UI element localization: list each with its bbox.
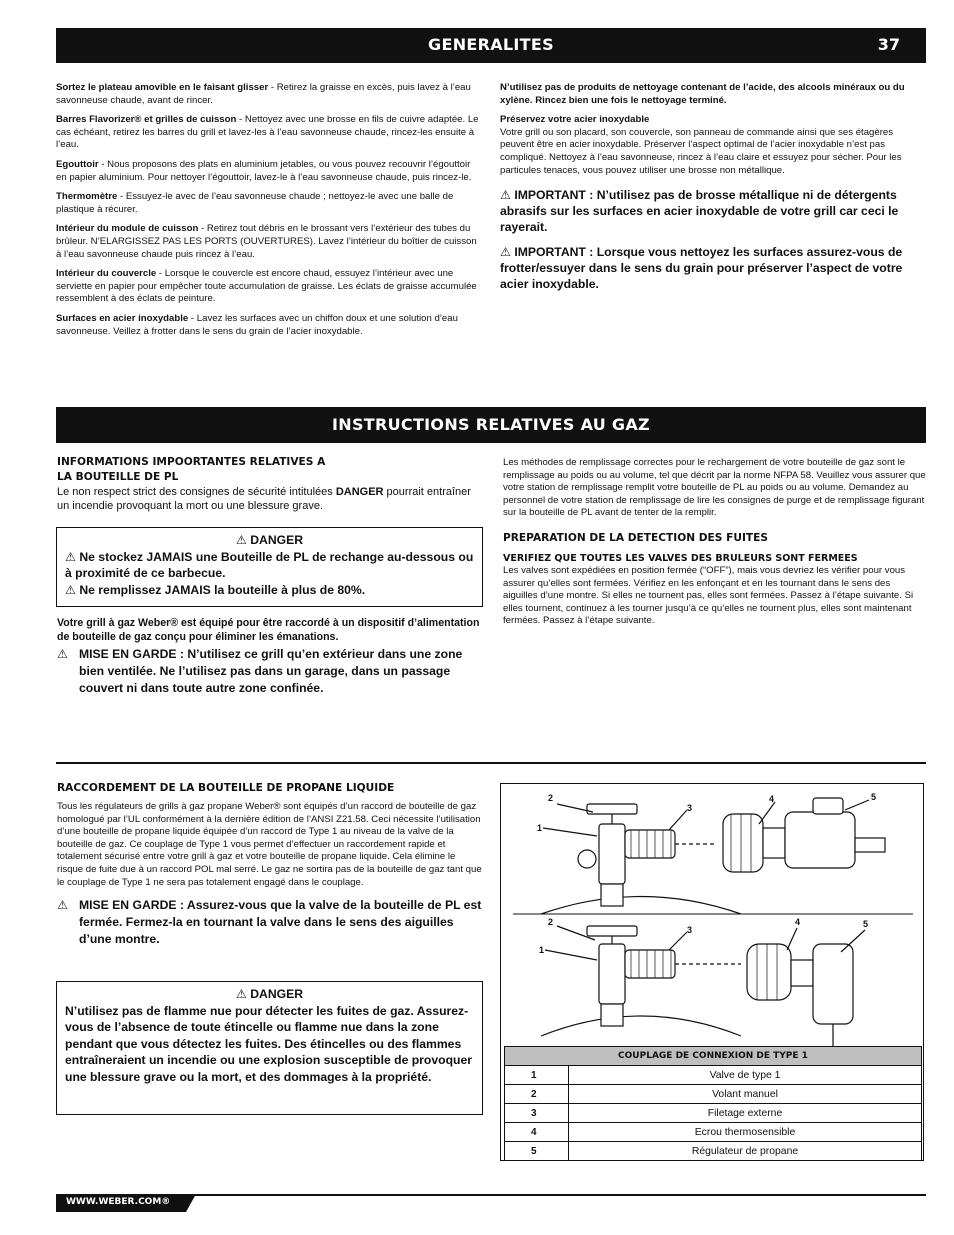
table-row: 2 Volant manuel bbox=[505, 1085, 922, 1104]
valve-body-top bbox=[599, 824, 625, 884]
danger-box-2 bbox=[56, 981, 483, 1115]
warning-triangle-icon: ⚠ bbox=[57, 647, 68, 661]
info-text: Le non respect strict des consignes de sécurité intitulées DANGER pourrait entraîner un incendie provoquant la mort ou une blessure grave. bbox=[57, 486, 471, 512]
handwheel-bottom bbox=[587, 926, 637, 936]
callout-top-2: 2 bbox=[548, 793, 554, 803]
table-row: 1 Valve de type 1 bbox=[505, 1066, 922, 1085]
paragraph-egouttoir: Egouttoir - Nous proposons des plats en aluminium jetables, ou vous pouvez recouvrir l’égouttoir en papier aluminium. Pour nettoyer l’égouttoir, lavez-le à l’eau savonneuse chaude, puis rincez-le. bbox=[56, 158, 472, 183]
danger-line-1: ⚠ Ne stockez JAMAIS une Bouteille de PL de rechange au-dessous ou à proximité de ce barbecue. bbox=[65, 549, 474, 581]
nut-bottom bbox=[747, 944, 791, 1000]
caution-ventilation: ⚠ MISE EN GARDE : N’utilisez ce grill qu’en extérieur dans une zone bien ventilée. Ne l’utilisez pas dans un garage, dans un passage couvert ni dans toute autre zone confinée. bbox=[57, 647, 463, 695]
section-divider bbox=[56, 762, 926, 764]
connection-left-column bbox=[57, 781, 483, 948]
connection-text: Tous les régulateurs de grills à gaz propane Weber® sont équipés d’un raccord de bouteille de gaz homologué par l’UL conformément à la dernière édition de l’ANSI Z21.58. Ceci nécessite l’utilisation d’une bouteille de propane liquide équipée d’un raccord de Type 1 au niveau de la valve de la bouteille de gaz. Ce couplage de Type 1 vous permet d’effectuer un raccordement rapide et totalement sécurisé entre votre grill à gaz et votre bouteille de propane liquide. Cela élimine le risque de fuite due à un raccord POL mal serré. Le gaz ne sortira pas de la bouteille de gaz tant que le couplage de Type 1 ne sera pas totalement engagé dans le couplage. bbox=[57, 801, 482, 888]
gas-left-lower bbox=[57, 617, 483, 697]
valve-body-bottom bbox=[599, 944, 625, 1004]
table-header: COUPLAGE DE CONNEXION DE TYPE 1 bbox=[505, 1047, 922, 1066]
warning-triangle-icon: ⚠ bbox=[65, 549, 76, 564]
danger-title: DANGER bbox=[250, 987, 304, 1001]
caution-valve-closed: ⚠ MISE EN GARDE : Assurez-vous que la valve de la bouteille de PL est fermée. Fermez-la en tournant la valve dans le sens des aiguilles d’une montre. bbox=[57, 898, 482, 947]
callout-bottom-5: 5 bbox=[863, 919, 869, 929]
paragraph-thermometre: Thermomètre - Essuyez-le avec de l’eau savonneuse chaude ; nettoyez-le avec une balle de plastique à récurer. bbox=[56, 191, 454, 215]
thread-bottom bbox=[625, 950, 675, 978]
callout-top-1: 1 bbox=[537, 823, 543, 833]
footer-tab bbox=[56, 1194, 196, 1212]
section-title-generalites: GENERALITES bbox=[428, 35, 554, 54]
connection-heading: RACCORDEMENT DE LA BOUTEILLE DE PROPANE LIQUIDE bbox=[57, 782, 395, 794]
coupling-illustration bbox=[501, 784, 923, 1046]
nut-top bbox=[723, 814, 763, 872]
valves-heading: VERIFIEZ QUE TOUTES LES VALVES DES BRULEURS SONT FERMEES bbox=[503, 552, 858, 564]
page-number: 37 bbox=[877, 35, 900, 54]
callout-bottom-4: 4 bbox=[795, 917, 801, 927]
callout-bottom-2: 2 bbox=[548, 917, 554, 927]
paragraph-inox: Surfaces en acier inoxydable - Lavez les surfaces avec un chiffon doux et une solution d’eau savonneuse. Veillez à frotter dans le sens du grain de l’acier inoxydable. bbox=[56, 312, 458, 337]
weber-note: Votre grill à gaz Weber® est équipé pour être raccordé à un dispositif d’alimentation de bouteille de gaz conçu pour éliminer les émanations. bbox=[57, 617, 480, 643]
paragraph-module: Intérieur du module de cuisson - Retirez tout débris en le brossant vers l’extérieur des tubes du brûleur. N’ELARGISSEZ PAS LES PORTS (OUVERTURES). Lavez l’intérieur du boîtier de cuisson à l’eau savonneuse chaude puis rincez à l’eau. bbox=[56, 223, 477, 260]
coupling-table bbox=[504, 1046, 922, 1161]
important-note-1: ⚠ IMPORTANT : N’utilisez pas de brosse métallique ni de détergents abrasifs sur les surfaces en acier inoxydable de votre grill car ceci le rayerait. bbox=[500, 188, 899, 235]
danger-line-2: ⚠ Ne remplissez JAMAIS la bouteille à plus de 80%. bbox=[65, 582, 366, 597]
callout-top-4: 4 bbox=[769, 794, 775, 804]
header-banner bbox=[56, 28, 926, 63]
table-row: 5 Régulateur de propane bbox=[505, 1142, 922, 1161]
gas-left-column bbox=[57, 455, 483, 513]
danger-text: N’utilisez pas de flamme nue pour détecter les fuites de gaz. Assurez-vous de l’absence de toute étincelle ou flamme nue dans la zone pendant que vous détectez les fuites. Des étincelles ou des flammes entraîneraient un incendie ou une explosion susceptible de provoquer une blessure grave ou la mort, et des dommages à la propriété. bbox=[65, 1003, 473, 1084]
refill-text: Les méthodes de remplissage correctes pour le rechargement de votre bouteille de gaz sont le remplissage au poids ou au volume, tel que décrit par la norme NFPA 58. Veuillez vous assurer que votre station de remplissage remplit votre bouteille de PL au poids ou au volume. Demandez au personnel de votre station de remplissage de lire les consignes de purge et de remplissage figurant sur la bouteille de PL avant de tenter de la remplir. bbox=[503, 457, 926, 519]
info-heading: INFORMATIONS IMPOORTANTES RELATIVES A LA BOUTEILLE DE PL bbox=[57, 456, 326, 483]
tank-top-arc bbox=[541, 897, 741, 915]
warning-triangle-icon: ⚠ bbox=[235, 533, 247, 547]
callout-bottom-3: 3 bbox=[687, 925, 693, 935]
handwheel-top bbox=[587, 804, 637, 814]
valves-text: Les valves sont expédiées en position fermée (“OFF”), mais vous devriez les vérifier pour vous assurer qu’elles sont fermées. Vérifiez en les enfonçant et en les tournant dans le sens des aiguilles d’une montre. Si elles ne tournent pas, elles sont fermées. Passez à l’étape suivante. Si elles tournent, continuez à les tourner jusqu’à ce qu’elles ne tournent plus, elles sont maintenant fermées. Passez à l’étape suivante. bbox=[503, 564, 914, 627]
paragraph-couvercle: Intérieur du couvercle - Lorsque le couvercle est encore chaud, essuyez l’intérieur avec une serviette en papier pour empêcher toute accumulation de graisse. Les éclats de graisse accumulée ressemblent à des éclats de peinture. bbox=[56, 268, 477, 305]
gas-right-column bbox=[503, 457, 927, 635]
danger-box-1 bbox=[56, 527, 483, 607]
section-title-gaz: INSTRUCTIONS RELATIVES AU GAZ bbox=[332, 415, 650, 434]
warning-triangle-icon: ⚠ bbox=[57, 898, 68, 913]
paragraph-no-acid: N’utilisez pas de produits de nettoyage contenant de l’acide, des alcools minéraux ou du xylène. Rincez bien une fois le nettoyage terminé. bbox=[500, 82, 905, 106]
warning-triangle-icon: ⚠ bbox=[500, 188, 511, 203]
warning-triangle-icon: ⚠ bbox=[500, 245, 511, 260]
table-row: 4 Ecrou thermosensible bbox=[505, 1123, 922, 1142]
thread-top bbox=[625, 830, 675, 858]
danger-title: DANGER bbox=[250, 533, 304, 547]
paragraph-flavorizer: Barres Flavorizer® et grilles de cuisson - Nettoyez avec une brosse en fils de cuivre adaptée. Le cas échéant, retirez les barres du grill et lavez-les à l’eau savonneuse chaude, rincez-les ensuite à l’eau. bbox=[56, 114, 479, 151]
callout-top-5: 5 bbox=[871, 792, 877, 802]
callout-bottom-1: 1 bbox=[539, 945, 545, 955]
paragraph-plateau: Sortez le plateau amovible en le faisant glisser - Retirez la graisse en excès, puis lavez à l’eau savonneuse chaude, avant de rincer. bbox=[56, 82, 471, 106]
warning-triangle-icon: ⚠ bbox=[65, 582, 76, 597]
table-row: 3 Filetage externe bbox=[505, 1104, 922, 1123]
tank-bottom-arc bbox=[541, 1016, 741, 1036]
callout-top-3: 3 bbox=[687, 803, 693, 813]
footer-url[interactable]: WWW.WEBER.COM® bbox=[66, 1197, 171, 1207]
general-left-column bbox=[56, 82, 481, 345]
gas-banner bbox=[56, 407, 926, 443]
leak-heading: PREPARATION DE LA DETECTION DES FUITES bbox=[503, 531, 768, 544]
important-note-2: ⚠ IMPORTANT : Lorsque vous nettoyez les surfaces assurez-vous de frotter/essuyer dans le sens du grain pour préserver l’aspect de votre acier inoxydable. bbox=[500, 245, 903, 292]
general-right-column bbox=[500, 82, 924, 301]
warning-triangle-icon: ⚠ bbox=[235, 987, 247, 1001]
paragraph-preserve: Préservez votre acier inoxydable Votre grill ou son placard, son couvercle, son panneau de commande ainsi que ses étagères peuvent être en acier inoxydable. Préserver l’aspect optimal de l’acier inoxydable n’est pas compliqué. Nettoyez à l’eau savonneuse, rincez à l’eau claire et essuyez pour sécher. Pour les particules tenaces, vous pouvez utiliser une brosse non métallique. bbox=[500, 114, 902, 176]
regulator-bottom bbox=[813, 944, 853, 1024]
regulator-top bbox=[785, 812, 855, 868]
